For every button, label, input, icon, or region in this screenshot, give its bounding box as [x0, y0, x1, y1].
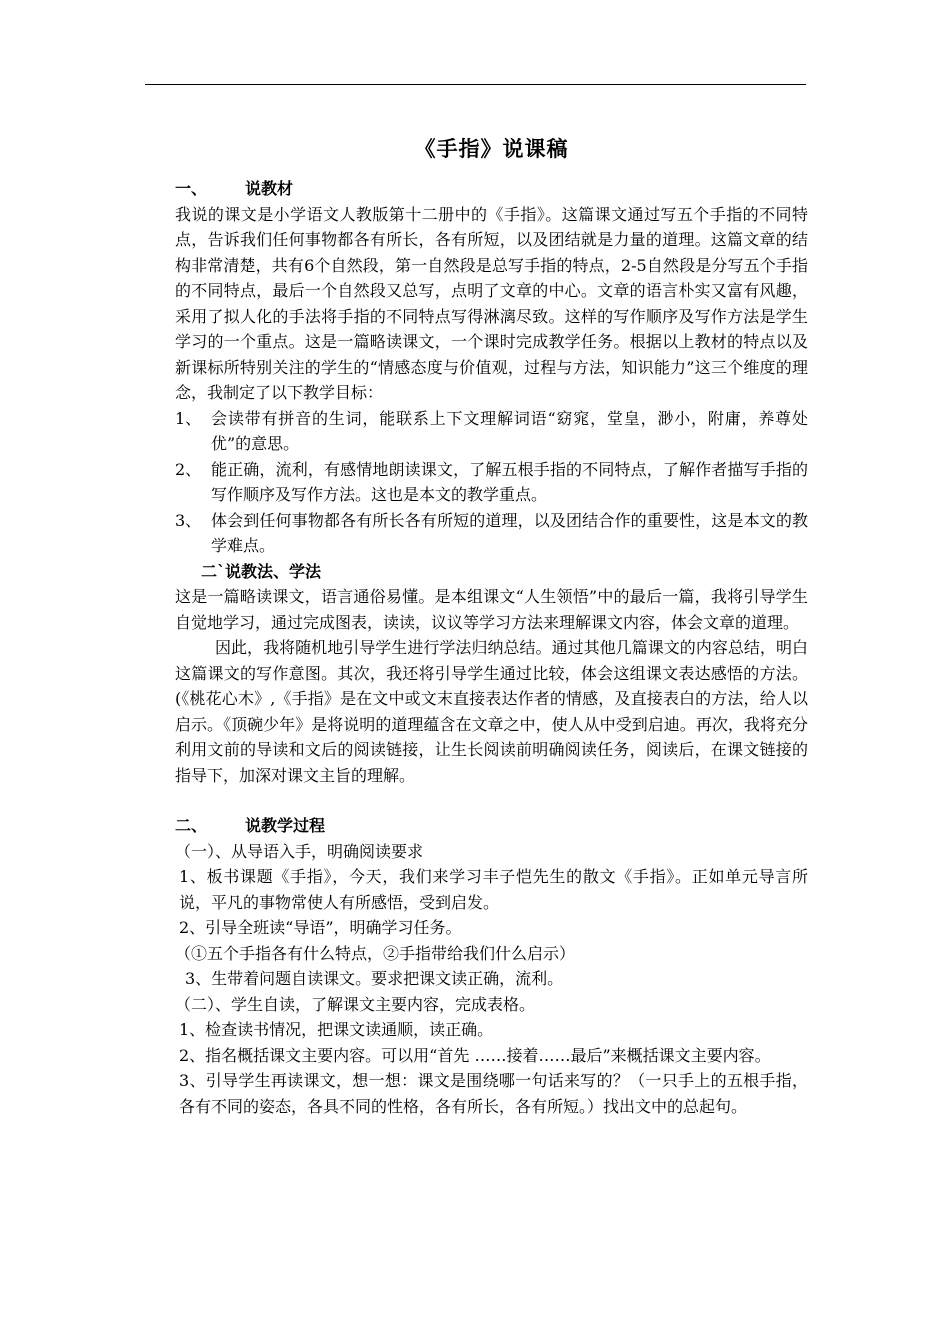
process-line: 1、检查读书情况，把课文读通顺，读正确。 [179, 1020, 494, 1039]
section-number: 一、 [175, 179, 208, 198]
section-heading-process [175, 813, 808, 839]
goal-number: 2、 [175, 459, 202, 479]
header-rule [145, 84, 806, 85]
goal-number: 1、 [175, 408, 202, 428]
process-line: （二）、学生自读，了解课文主要内容，完成表格。 [175, 994, 536, 1014]
goal-text: 体会到任何事物都各有所长各有所短的道理，以及团结合作的重要性，这是本文的教学难点。 [211, 510, 808, 555]
section-heading-teaching-material [175, 176, 808, 202]
document-body [175, 130, 808, 1119]
goal-number: 3、 [175, 510, 202, 530]
process-line: 1、板书课题《手指》，今天，我们来学习丰子恺先生的散文《手指》。正如单元导言所说，平凡的事物常使人有所感悟，受到启发。 [179, 867, 808, 912]
process-line: （一）、从导语入手，明确阅读要求 [175, 841, 424, 861]
goal-item [175, 508, 808, 559]
process-line: 2、指名概括课文主要内容。可以用“首先 ……接着……最后”来概括课文主要内容。 [179, 1045, 771, 1065]
paragraph-methods-1: 这是一篇略读课文，语言通俗易懂。是本组课文“人生领悟”中的最后一篇，我将引导学生自觉地学习，通过完成图表，读读，议议等学习方法来理解课文内容，体会文章的道理。 [175, 587, 808, 632]
goal-text: 会读带有拼音的生词，能联系上下文理解词语“窈窕，堂皇，渺小，附庸，养尊处优”的意思。 [211, 408, 808, 453]
process-line: 2、引导全班读“导语”，明确学习任务。 [179, 918, 462, 937]
spacer [175, 788, 808, 813]
document-title: 《手指》说课稿 [414, 136, 569, 161]
section-title: 说教材 [245, 179, 294, 198]
process-line: （①五个手指各有什么特点，②手指带给我们什么启示） [175, 943, 576, 963]
section-heading-methods: 二`说教法、学法 [201, 561, 322, 581]
section-number: 二、 [175, 816, 208, 835]
process-line: 3、引导学生再读课文，想一想：课文是围绕哪一句话来写的？（一只手上的五根手指，各有不同的姿态，各具不同的性格，各有所长，各有所短。）找出文中的总起句。 [179, 1071, 808, 1116]
section-title: 说教学过程 [245, 816, 326, 835]
goal-item [175, 406, 808, 457]
goal-item [175, 457, 808, 508]
paragraph-material: 我说的课文是小学语文人教版第十二册中的《手指》。这篇课文通过写五个手指的不同特点，告诉我们任何事物都各有所长，各有所短，以及团结就是力量的道理。这篇文章的结构非常清楚，共有6个自然段，第一自然段是总写手指的特点，2-5自然段是分写五个手指的不同特点，最后一个自然段又总写，点明了文章的中心。文章的语言朴实又富有风趣，采用了拟人化的手法将手指的不同特点写得淋漓尽致。这样的写作顺序及写作方法是学生学习的一个重点。这是一篇略读课文，一个课时完成教学任务。根据以上教材的特点以及新课标所特别关注的学生的“情感态度与价值观，过程与方法，知识能力”这三个维度的理念，我制定了以下教学目标： [175, 204, 808, 402]
process-line: 3、生带着问题自读课文。要求把课文读正确，流利。 [185, 969, 564, 988]
goal-text: 能正确，流利，有感情地朗读课文，了解五根手指的不同特点，了解作者描写手指的写作顺序及写作方法。这也是本文的教学重点。 [211, 459, 808, 504]
paragraph-methods-2: 因此，我将随机地引导学生进行学法归纳总结。通过其他几篇课文的内容总结，明白这篇课文的写作意图。其次，我还将引导学生通过比较，体会这组课文表达感悟的方法。(《桃花心木》,《手指》是在文中或文末直接表达作者的情感，及直接表白的方法，给人以启示。《顶碗少年》是将说明的道理蕴含在文章之中，使人从中受到启迪。再次，我将充分利用文前的导读和文后的阅读链接，让生长阅读前明确阅读任务，阅读后，在课文链接的指导下，加深对课文主旨的理解。 [175, 638, 808, 785]
